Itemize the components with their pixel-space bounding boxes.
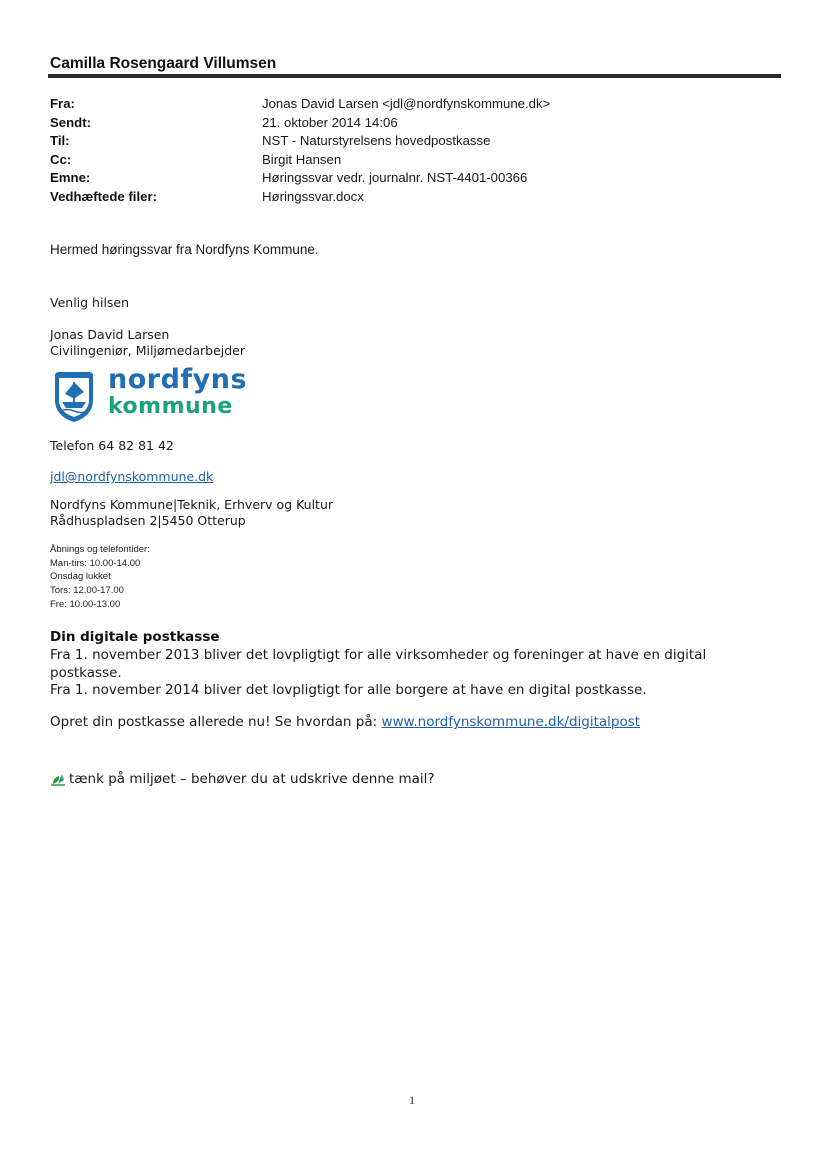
meta-value-cc: Birgit Hansen (262, 151, 342, 167)
digital-mailbox-line-1: Fra 1. november 2013 bliver det lovpligtigt for alle virksomheder og foreninger at have en digital postkasse. (50, 647, 707, 681)
logo-text-kommune: kommune (108, 394, 233, 419)
crest-ship-icon (52, 370, 96, 424)
address: Rådhuspladsen 2|5450 Otterup (50, 513, 246, 528)
meta-value-subject: Høringssvar vedr. journalnr. NST-4401-00366 (262, 170, 528, 186)
meta-label-subject: Emne: (50, 170, 91, 186)
nordfyns-kommune-logo (52, 364, 262, 426)
hours-wednesday: Onsdag lukket (50, 571, 111, 583)
organisation: Nordfyns Kommune|Teknik, Erhverv og Kultur (50, 497, 334, 512)
meta-row-to (50, 132, 750, 151)
sender-name: Jonas David Larsen (50, 327, 170, 342)
meta-label-sent: Sendt: (50, 114, 92, 130)
intro-text: Hermed høringssvar fra Nordfyns Kommune. (50, 242, 319, 257)
phone-number: Telefon 64 82 81 42 (50, 438, 174, 453)
attachment-filename[interactable]: Høringssvar.docx (262, 188, 364, 204)
eco-leaf-icon (50, 772, 66, 786)
digital-mailbox-cta (50, 714, 640, 730)
meta-row-attachments (50, 188, 750, 207)
email-link[interactable]: jdl@nordfynskommune.dk (50, 469, 214, 484)
email-metadata (50, 95, 750, 207)
opening-hours (50, 543, 150, 612)
digitalpost-link[interactable]: www.nordfynskommune.dk/digitalpost (381, 714, 641, 730)
greeting: Venlig hilsen (50, 295, 130, 310)
meta-value-from: Jonas David Larsen <jdl@nordfynskommune.dk> (262, 96, 551, 111)
cta-text: Opret din postkasse allerede nu! Se hvordan på: (50, 714, 382, 730)
page-number: 1 (409, 1093, 415, 1107)
hours-thursday: Tors: 12.00-17.00 (50, 585, 124, 597)
mailbox-owner-name: Camilla Rosengaard Villumsen (50, 55, 277, 72)
meta-label-cc: Cc: (50, 151, 72, 167)
meta-row-from (50, 95, 750, 114)
meta-label-to: Til: (50, 133, 70, 149)
digital-mailbox-text (50, 647, 750, 700)
hours-heading: Åbnings og telefontider: (50, 544, 150, 555)
meta-row-subject (50, 169, 750, 188)
sender-title: Civilingeniør, Miljømedarbejder (50, 343, 246, 358)
hours-friday: Fre: 10.00-13.00 (50, 598, 121, 610)
eco-text: tænk på miljøet – behøver du at udskrive denne mail? (69, 771, 435, 787)
digital-mailbox-title: Din digitale postkasse (50, 629, 220, 645)
hours-mon-tue: Man-tirs: 10.00-14.00 (50, 557, 141, 569)
meta-row-cc (50, 151, 750, 170)
meta-label-from: Fra: (50, 96, 75, 111)
digital-mailbox-line-2: Fra 1. november 2014 bliver det lovpligtigt for alle borgere at have en digital postkasse. (50, 682, 647, 698)
meta-value-sent: 21. oktober 2014 14:06 (262, 114, 398, 130)
meta-label-attachments: Vedhæftede filer: (50, 188, 157, 204)
meta-row-sent (50, 114, 750, 133)
eco-notice (50, 771, 435, 787)
meta-value-to: NST - Naturstyrelsens hovedpostkasse (262, 133, 491, 149)
logo-text-nordfyns: nordfyns (108, 364, 248, 395)
header-divider (48, 74, 781, 78)
